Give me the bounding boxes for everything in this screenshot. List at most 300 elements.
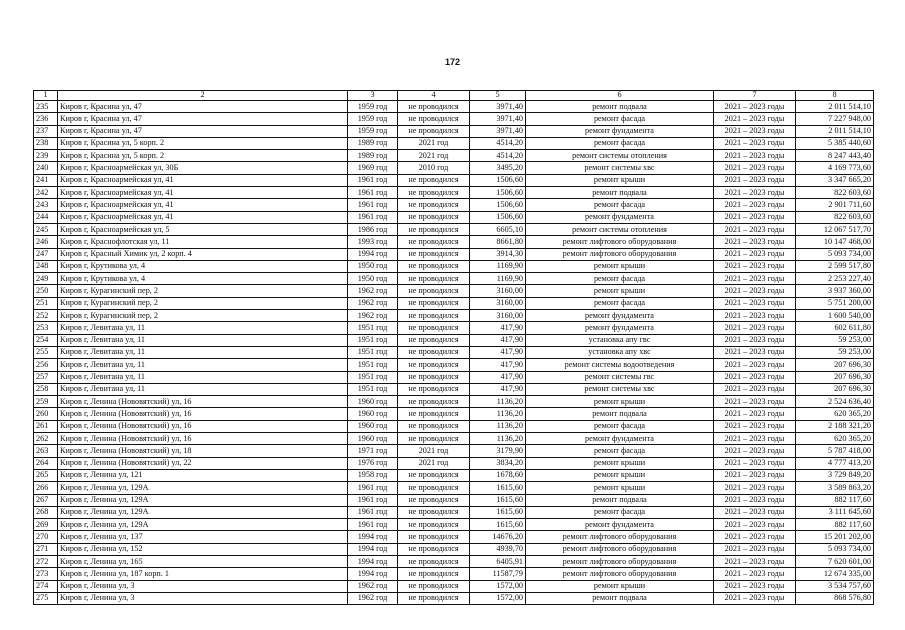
row-number: 251 <box>34 297 58 309</box>
row-number: 255 <box>34 346 58 358</box>
year-built-cell: 1961 год <box>348 211 398 223</box>
area-cell: 3160,00 <box>470 297 526 309</box>
cost-cell: 59 253,00 <box>796 334 874 346</box>
last-repair-cell: 2021 год <box>398 457 470 469</box>
table-row <box>34 322 874 334</box>
period-cell: 2021 – 2023 годы <box>714 592 796 604</box>
period-cell: 2021 – 2023 годы <box>714 125 796 137</box>
area-cell: 3971,40 <box>470 113 526 125</box>
area-cell: 1506,60 <box>470 187 526 199</box>
cost-cell: 5 093 734,00 <box>796 543 874 555</box>
area-cell: 1169,90 <box>470 273 526 285</box>
year-built-cell: 1951 год <box>348 322 398 334</box>
last-repair-cell: не проводился <box>398 482 470 494</box>
last-repair-cell: 2021 год <box>398 445 470 457</box>
period-cell: 2021 – 2023 годы <box>714 396 796 408</box>
row-number: 244 <box>34 211 58 223</box>
period-cell: 2021 – 2023 годы <box>714 310 796 322</box>
area-cell: 1615,60 <box>470 494 526 506</box>
cost-cell: 868 576,80 <box>796 592 874 604</box>
area-cell: 3495,20 <box>470 162 526 174</box>
cost-cell: 5 751 200,00 <box>796 297 874 309</box>
work-type-cell: ремонт фасада <box>526 137 714 149</box>
work-type-cell: ремонт подвала <box>526 408 714 420</box>
area-cell: 1136,20 <box>470 396 526 408</box>
table-row <box>34 125 874 137</box>
year-built-cell: 1962 год <box>348 310 398 322</box>
table-row <box>34 568 874 580</box>
table-row <box>34 371 874 383</box>
row-number: 241 <box>34 174 58 186</box>
cost-cell: 207 696,30 <box>796 383 874 395</box>
work-type-cell: ремонт системы отопления <box>526 150 714 162</box>
table-row <box>34 310 874 322</box>
period-cell: 2021 – 2023 годы <box>714 187 796 199</box>
row-number: 272 <box>34 555 58 567</box>
period-cell: 2021 – 2023 годы <box>714 236 796 248</box>
work-type-cell: ремонт подвала <box>526 494 714 506</box>
year-built-cell: 1962 год <box>348 580 398 592</box>
table-row <box>34 260 874 272</box>
cost-cell: 4 169 773,60 <box>796 162 874 174</box>
period-cell: 2021 – 2023 годы <box>714 322 796 334</box>
row-number: 259 <box>34 396 58 408</box>
year-built-cell: 1951 год <box>348 383 398 395</box>
cost-cell: 2 599 517,80 <box>796 260 874 272</box>
table-row <box>34 469 874 481</box>
table-row <box>34 297 874 309</box>
cost-cell: 15 201 202,00 <box>796 531 874 543</box>
last-repair-cell: не проводился <box>398 359 470 371</box>
capital-repair-table <box>33 90 874 605</box>
row-number: 264 <box>34 457 58 469</box>
row-number: 271 <box>34 543 58 555</box>
year-built-cell: 1951 год <box>348 346 398 358</box>
area-cell: 3834,20 <box>470 457 526 469</box>
table-row <box>34 162 874 174</box>
row-number: 270 <box>34 531 58 543</box>
address-cell: Киров г, Ленина ул, 129А <box>58 506 348 518</box>
cost-cell: 5 787 418,00 <box>796 445 874 457</box>
work-type-cell: ремонт лифтового оборудования <box>526 248 714 260</box>
area-cell: 4514,20 <box>470 150 526 162</box>
work-type-cell: ремонт подвала <box>526 187 714 199</box>
area-cell: 1678,60 <box>470 469 526 481</box>
cost-cell: 3 729 849,20 <box>796 469 874 481</box>
table-row <box>34 346 874 358</box>
row-number: 258 <box>34 383 58 395</box>
area-cell: 3971,40 <box>470 125 526 137</box>
year-built-cell: 1950 год <box>348 273 398 285</box>
last-repair-cell: не проводился <box>398 506 470 518</box>
table-row <box>34 494 874 506</box>
period-cell: 2021 – 2023 годы <box>714 383 796 395</box>
cost-cell: 5 093 734,00 <box>796 248 874 260</box>
area-cell: 3160,00 <box>470 310 526 322</box>
cost-cell: 2 188 321,20 <box>796 420 874 432</box>
year-built-cell: 1961 год <box>348 519 398 531</box>
table-row <box>34 285 874 297</box>
column-header: 7 <box>714 91 796 101</box>
area-cell: 1506,60 <box>470 174 526 186</box>
table-row <box>34 187 874 199</box>
address-cell: Киров г, Ленина ул, 129А <box>58 519 348 531</box>
work-type-cell: ремонт фундамента <box>526 519 714 531</box>
row-number: 269 <box>34 519 58 531</box>
period-cell: 2021 – 2023 годы <box>714 199 796 211</box>
address-cell: Киров г, Ленина ул, 165 <box>58 555 348 567</box>
last-repair-cell: не проводился <box>398 334 470 346</box>
work-type-cell: ремонт фасада <box>526 420 714 432</box>
work-type-cell: установка апу гвс <box>526 334 714 346</box>
work-type-cell: ремонт подвала <box>526 101 714 113</box>
address-cell: Киров г, Краснофлотская ул, 11 <box>58 236 348 248</box>
table-row <box>34 482 874 494</box>
work-type-cell: ремонт системы гвс <box>526 371 714 383</box>
last-repair-cell: не проводился <box>398 433 470 445</box>
area-cell: 8661,80 <box>470 236 526 248</box>
row-number: 268 <box>34 506 58 518</box>
cost-cell: 10 147 468,00 <box>796 236 874 248</box>
table-row <box>34 137 874 149</box>
work-type-cell: ремонт системы хвс <box>526 383 714 395</box>
year-built-cell: 1961 год <box>348 174 398 186</box>
year-built-cell: 1986 год <box>348 223 398 235</box>
address-cell: Киров г, Ленина ул, 137 <box>58 531 348 543</box>
period-cell: 2021 – 2023 годы <box>714 555 796 567</box>
last-repair-cell: 2021 год <box>398 137 470 149</box>
column-header: 1 <box>34 91 58 101</box>
table-row <box>34 506 874 518</box>
year-built-cell: 1951 год <box>348 359 398 371</box>
year-built-cell: 1960 год <box>348 420 398 432</box>
year-built-cell: 1960 год <box>348 396 398 408</box>
row-number: 238 <box>34 137 58 149</box>
table-row <box>34 408 874 420</box>
address-cell: Киров г, Крутикова ул, 4 <box>58 273 348 285</box>
last-repair-cell: 2010 год <box>398 162 470 174</box>
header-row <box>34 91 874 101</box>
row-number: 254 <box>34 334 58 346</box>
address-cell: Киров г, Крутикова ул, 4 <box>58 260 348 272</box>
last-repair-cell: не проводился <box>398 273 470 285</box>
address-cell: Киров г, Красноармейская ул, 41 <box>58 174 348 186</box>
address-cell: Киров г, Левитана ул, 11 <box>58 346 348 358</box>
last-repair-cell: не проводился <box>398 260 470 272</box>
period-cell: 2021 – 2023 годы <box>714 285 796 297</box>
area-cell: 1136,20 <box>470 433 526 445</box>
area-cell: 1615,60 <box>470 482 526 494</box>
last-repair-cell: не проводился <box>398 469 470 481</box>
work-type-cell: установка апу хвс <box>526 346 714 358</box>
work-type-cell: ремонт фасада <box>526 506 714 518</box>
period-cell: 2021 – 2023 годы <box>714 506 796 518</box>
table-row <box>34 445 874 457</box>
address-cell: Киров г, Красина ул, 47 <box>58 125 348 137</box>
last-repair-cell: не проводился <box>398 211 470 223</box>
cost-cell: 12 067 517,70 <box>796 223 874 235</box>
period-cell: 2021 – 2023 годы <box>714 543 796 555</box>
row-number: 265 <box>34 469 58 481</box>
cost-cell: 620 365,20 <box>796 433 874 445</box>
column-header: 4 <box>398 91 470 101</box>
last-repair-cell: не проводился <box>398 310 470 322</box>
row-number: 249 <box>34 273 58 285</box>
address-cell: Киров г, Красина ул, 47 <box>58 113 348 125</box>
year-built-cell: 1961 год <box>348 494 398 506</box>
work-type-cell: ремонт фундамента <box>526 125 714 137</box>
period-cell: 2021 – 2023 годы <box>714 334 796 346</box>
cost-cell: 7 620 601,00 <box>796 555 874 567</box>
last-repair-cell: не проводился <box>398 285 470 297</box>
table-row <box>34 592 874 604</box>
year-built-cell: 1994 год <box>348 543 398 555</box>
work-type-cell: ремонт фундамента <box>526 211 714 223</box>
area-cell: 4514,20 <box>470 137 526 149</box>
row-number: 243 <box>34 199 58 211</box>
work-type-cell: ремонт крыши <box>526 469 714 481</box>
area-cell: 1136,20 <box>470 408 526 420</box>
address-cell: Киров г, Ленина (Нововятский) ул, 18 <box>58 445 348 457</box>
address-cell: Киров г, Ленина (Нововятский) ул, 16 <box>58 420 348 432</box>
year-built-cell: 1994 год <box>348 568 398 580</box>
row-number: 235 <box>34 101 58 113</box>
table-row <box>34 101 874 113</box>
last-repair-cell: не проводился <box>398 420 470 432</box>
year-built-cell: 1993 год <box>348 236 398 248</box>
period-cell: 2021 – 2023 годы <box>714 211 796 223</box>
last-repair-cell: не проводился <box>398 101 470 113</box>
last-repair-cell: не проводился <box>398 371 470 383</box>
period-cell: 2021 – 2023 годы <box>714 371 796 383</box>
row-number: 256 <box>34 359 58 371</box>
table-row <box>34 236 874 248</box>
row-number: 262 <box>34 433 58 445</box>
year-built-cell: 1962 год <box>348 592 398 604</box>
last-repair-cell: не проводился <box>398 113 470 125</box>
address-cell: Киров г, Красноармейская ул, 41 <box>58 211 348 223</box>
period-cell: 2021 – 2023 годы <box>714 568 796 580</box>
period-cell: 2021 – 2023 годы <box>714 260 796 272</box>
year-built-cell: 1961 год <box>348 482 398 494</box>
work-type-cell: ремонт фундамента <box>526 310 714 322</box>
area-cell: 1506,60 <box>470 199 526 211</box>
year-built-cell: 1959 год <box>348 101 398 113</box>
year-built-cell: 1994 год <box>348 531 398 543</box>
address-cell: Киров г, Красноармейская ул, 30Б <box>58 162 348 174</box>
row-number: 239 <box>34 150 58 162</box>
row-number: 260 <box>34 408 58 420</box>
cost-cell: 4 777 413,20 <box>796 457 874 469</box>
period-cell: 2021 – 2023 годы <box>714 482 796 494</box>
area-cell: 1615,60 <box>470 506 526 518</box>
area-cell: 6605,10 <box>470 223 526 235</box>
address-cell: Киров г, Ленина (Нововятский) ул, 16 <box>58 433 348 445</box>
row-number: 275 <box>34 592 58 604</box>
period-cell: 2021 – 2023 годы <box>714 519 796 531</box>
row-number: 252 <box>34 310 58 322</box>
year-built-cell: 1950 год <box>348 260 398 272</box>
page-number: 172 <box>444 57 461 67</box>
year-built-cell: 1961 год <box>348 187 398 199</box>
table-row <box>34 531 874 543</box>
table-row <box>34 113 874 125</box>
period-cell: 2021 – 2023 годы <box>714 494 796 506</box>
address-cell: Киров г, Ленина ул, 121 <box>58 469 348 481</box>
cost-cell: 2 011 514,10 <box>796 101 874 113</box>
area-cell: 11587,79 <box>470 568 526 580</box>
work-type-cell: ремонт системы водоотведения <box>526 359 714 371</box>
row-number: 250 <box>34 285 58 297</box>
address-cell: Киров г, Курагинский пер, 2 <box>58 297 348 309</box>
last-repair-cell: не проводился <box>398 346 470 358</box>
cost-cell: 2 524 636,40 <box>796 396 874 408</box>
period-cell: 2021 – 2023 годы <box>714 408 796 420</box>
address-cell: Киров г, Красноармейская ул, 41 <box>58 187 348 199</box>
cost-cell: 882 117,60 <box>796 519 874 531</box>
period-cell: 2021 – 2023 годы <box>714 113 796 125</box>
last-repair-cell: не проводился <box>398 592 470 604</box>
cost-cell: 7 227 948,00 <box>796 113 874 125</box>
year-built-cell: 1962 год <box>348 297 398 309</box>
period-cell: 2021 – 2023 годы <box>714 346 796 358</box>
area-cell: 3914,30 <box>470 248 526 260</box>
work-type-cell: ремонт крыши <box>526 580 714 592</box>
last-repair-cell: 2021 год <box>398 150 470 162</box>
row-number: 263 <box>34 445 58 457</box>
area-cell: 417,90 <box>470 359 526 371</box>
work-type-cell: ремонт фасада <box>526 273 714 285</box>
work-type-cell: ремонт системы хвс <box>526 162 714 174</box>
address-cell: Киров г, Ленина ул, 3 <box>58 592 348 604</box>
area-cell: 6405,91 <box>470 555 526 567</box>
period-cell: 2021 – 2023 годы <box>714 445 796 457</box>
table-row <box>34 433 874 445</box>
last-repair-cell: не проводился <box>398 519 470 531</box>
cost-cell: 620 365,20 <box>796 408 874 420</box>
address-cell: Киров г, Ленина ул, 3 <box>58 580 348 592</box>
row-number: 248 <box>34 260 58 272</box>
area-cell: 3971,40 <box>470 101 526 113</box>
row-number: 273 <box>34 568 58 580</box>
address-cell: Киров г, Красный Химик ул, 2 корп. 4 <box>58 248 348 260</box>
period-cell: 2021 – 2023 годы <box>714 273 796 285</box>
column-header: 2 <box>58 91 348 101</box>
period-cell: 2021 – 2023 годы <box>714 174 796 186</box>
period-cell: 2021 – 2023 годы <box>714 150 796 162</box>
last-repair-cell: не проводился <box>398 248 470 260</box>
last-repair-cell: не проводился <box>398 568 470 580</box>
table-row <box>34 519 874 531</box>
row-number: 237 <box>34 125 58 137</box>
cost-cell: 5 385 440,60 <box>796 137 874 149</box>
work-type-cell: ремонт крыши <box>526 285 714 297</box>
year-built-cell: 1958 год <box>348 469 398 481</box>
row-number: 257 <box>34 371 58 383</box>
cost-cell: 2 253 227,40 <box>796 273 874 285</box>
year-built-cell: 1962 год <box>348 285 398 297</box>
address-cell: Киров г, Ленина (Нововятский) ул, 22 <box>58 457 348 469</box>
table-row <box>34 420 874 432</box>
cost-cell: 2 901 711,60 <box>796 199 874 211</box>
work-type-cell: ремонт фасада <box>526 297 714 309</box>
address-cell: Киров г, Левитана ул, 11 <box>58 334 348 346</box>
column-header: 8 <box>796 91 874 101</box>
last-repair-cell: не проводился <box>398 125 470 137</box>
table-header <box>34 91 874 101</box>
year-built-cell: 1969 год <box>348 162 398 174</box>
cost-cell: 602 611,80 <box>796 322 874 334</box>
table-row <box>34 396 874 408</box>
period-cell: 2021 – 2023 годы <box>714 359 796 371</box>
cost-cell: 882 117,60 <box>796 494 874 506</box>
period-cell: 2021 – 2023 годы <box>714 248 796 260</box>
table-row <box>34 273 874 285</box>
address-cell: Киров г, Красина ул, 5 корп. 2 <box>58 150 348 162</box>
cost-cell: 207 696,30 <box>796 371 874 383</box>
work-type-cell: ремонт фасада <box>526 199 714 211</box>
table-row <box>34 248 874 260</box>
table-row <box>34 334 874 346</box>
cost-cell: 59 253,00 <box>796 346 874 358</box>
work-type-cell: ремонт лифтового оборудования <box>526 543 714 555</box>
period-cell: 2021 – 2023 годы <box>714 580 796 592</box>
last-repair-cell: не проводился <box>398 531 470 543</box>
work-type-cell: ремонт крыши <box>526 457 714 469</box>
period-cell: 2021 – 2023 годы <box>714 531 796 543</box>
area-cell: 417,90 <box>470 346 526 358</box>
address-cell: Киров г, Ленина ул, 129А <box>58 494 348 506</box>
work-type-cell: ремонт лифтового оборудования <box>526 531 714 543</box>
last-repair-cell: не проводился <box>398 580 470 592</box>
period-cell: 2021 – 2023 годы <box>714 297 796 309</box>
last-repair-cell: не проводился <box>398 543 470 555</box>
address-cell: Киров г, Ленина ул, 129А <box>58 482 348 494</box>
work-type-cell: ремонт крыши <box>526 174 714 186</box>
address-cell: Киров г, Левитана ул, 11 <box>58 371 348 383</box>
address-cell: Киров г, Ленина ул, 152 <box>58 543 348 555</box>
period-cell: 2021 – 2023 годы <box>714 469 796 481</box>
row-number: 240 <box>34 162 58 174</box>
last-repair-cell: не проводился <box>398 199 470 211</box>
last-repair-cell: не проводился <box>398 396 470 408</box>
address-cell: Киров г, Красноармейская ул, 41 <box>58 199 348 211</box>
cost-cell: 3 347 665,20 <box>796 174 874 186</box>
last-repair-cell: не проводился <box>398 174 470 186</box>
cost-cell: 12 674 335,00 <box>796 568 874 580</box>
cost-cell: 3 937 360,00 <box>796 285 874 297</box>
address-cell: Киров г, Красина ул, 5 корп. 2 <box>58 137 348 149</box>
column-header: 6 <box>526 91 714 101</box>
area-cell: 417,90 <box>470 371 526 383</box>
table-row <box>34 199 874 211</box>
work-type-cell: ремонт подвала <box>526 592 714 604</box>
work-type-cell: ремонт крыши <box>526 482 714 494</box>
table-row <box>34 457 874 469</box>
address-cell: Киров г, Левитана ул, 11 <box>58 383 348 395</box>
address-cell: Киров г, Красноармейская ул, 5 <box>58 223 348 235</box>
period-cell: 2021 – 2023 годы <box>714 433 796 445</box>
area-cell: 1572,00 <box>470 580 526 592</box>
row-number: 246 <box>34 236 58 248</box>
address-cell: Киров г, Ленина (Нововятский) ул, 16 <box>58 396 348 408</box>
year-built-cell: 1989 год <box>348 137 398 149</box>
cost-cell: 822 603,60 <box>796 187 874 199</box>
area-cell: 1572,00 <box>470 592 526 604</box>
area-cell: 1169,90 <box>470 260 526 272</box>
year-built-cell: 1994 год <box>348 555 398 567</box>
row-number: 236 <box>34 113 58 125</box>
